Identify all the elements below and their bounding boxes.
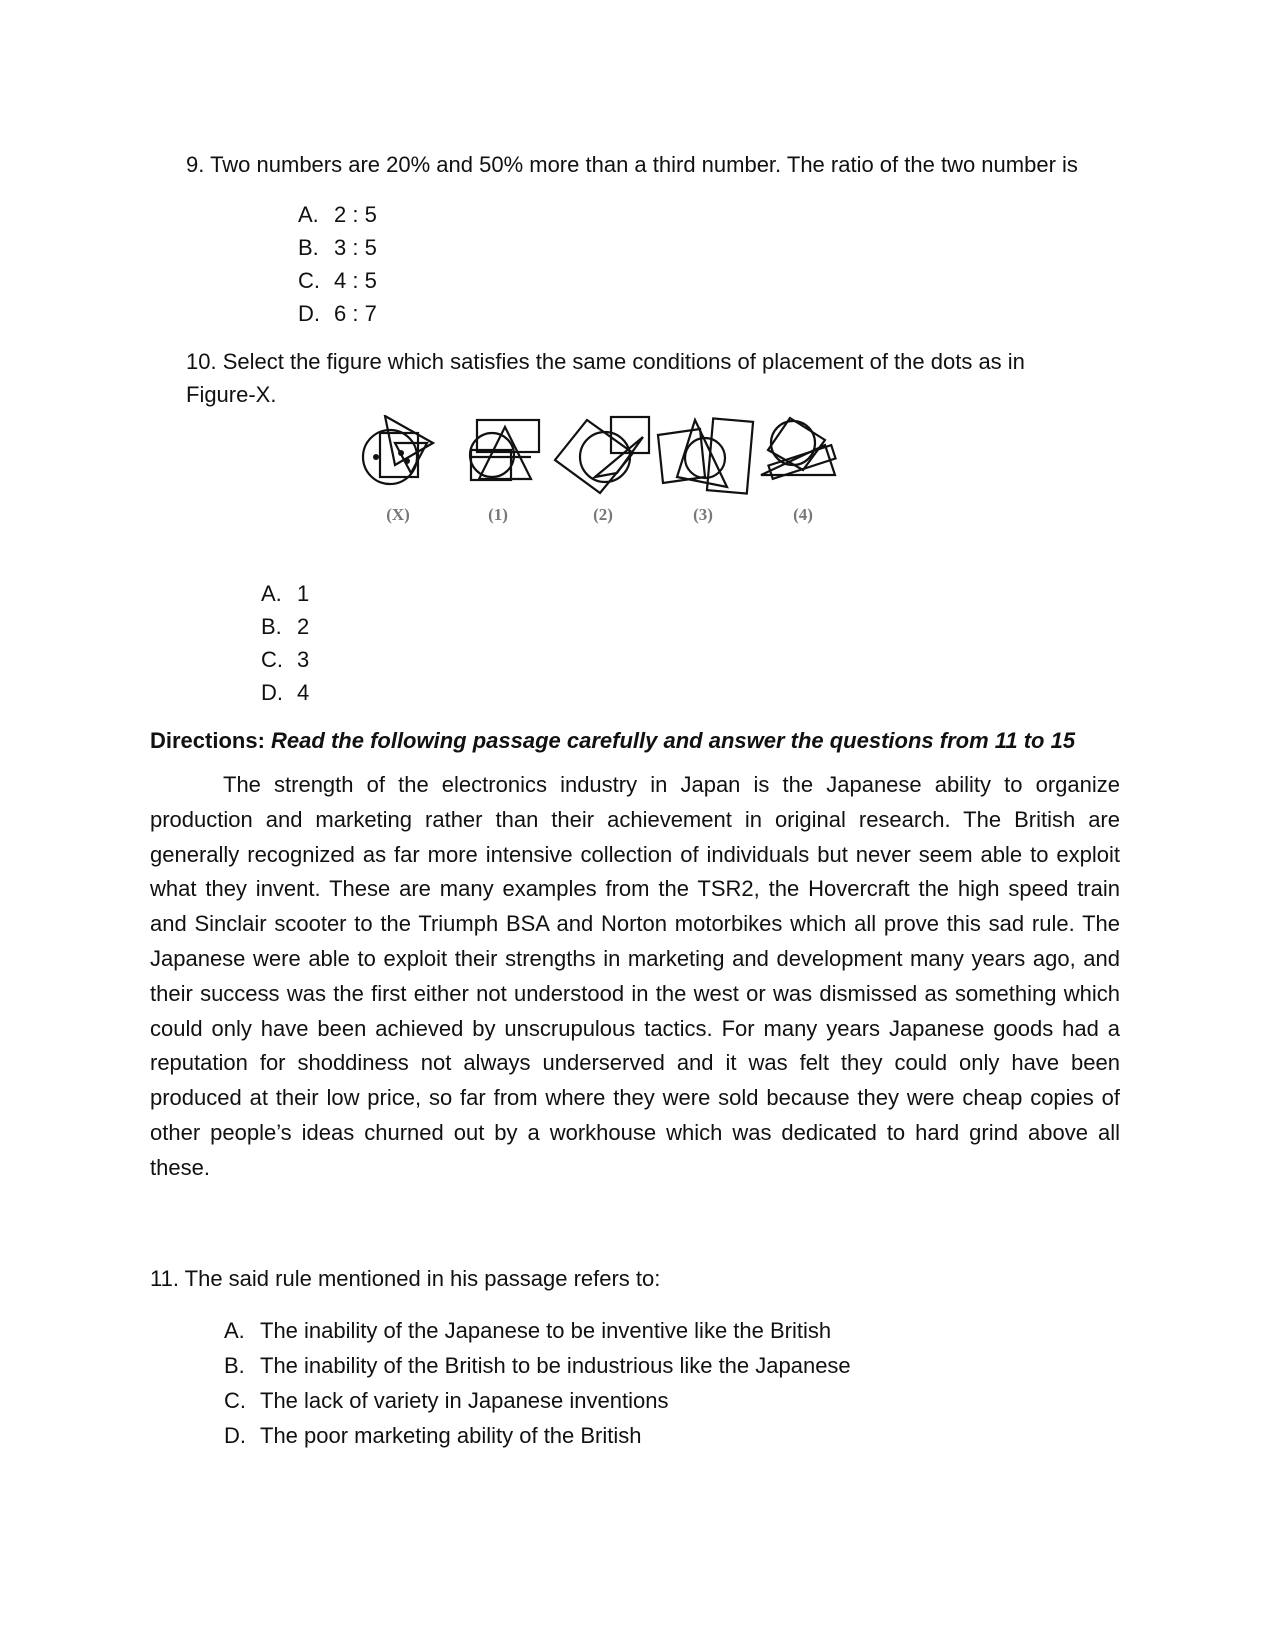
reading-passage: The strength of the electronics industry in Japan is the Japanese ability to organize production and marketing rather than their achievement in original research. The British are generally recognized as far more intensive collection of individuals but never seem able to exploit what they invent. These are many examples from the TSR2, the Hovercraft the high speed train and Sinclair scooter to the Triumph BSA and Norton motorbikes which all prove this sad rule. The Japanese were able to exploit their strengths in marketing and development many years ago, and their success was the first either not understood in the west or was dismissed as something which could only have been achieved by unscrupulous tactics. For many years Japanese goods had a reputation for shoddiness not always underserved and it was felt they could only have been produced at their low price, so far from where they were sold because they were cheap copies of other people’s ideas churned out by a workhouse which was dedicated to hard grind above all these.: [150, 772, 1120, 1180]
question-11-text: 11. The said rule mentioned in his passage refers to:: [150, 1266, 661, 1291]
option-a: [261, 577, 309, 610]
option-d: [298, 297, 377, 330]
option-letter: C.: [298, 268, 320, 293]
option-c: [224, 1383, 851, 1418]
figure-1: [470, 420, 539, 480]
option-text: The lack of variety in Japanese inventions: [260, 1388, 669, 1413]
option-text: 3: [297, 647, 310, 672]
option-text: 4: [297, 680, 310, 705]
figure-2: [555, 417, 649, 493]
option-b: [224, 1348, 851, 1383]
option-a: [224, 1313, 851, 1348]
option-a: [298, 198, 377, 231]
option-letter: B.: [261, 614, 282, 639]
option-text: 2: [297, 614, 310, 639]
question-10-text: 10. Select the figure which satisfies the same conditions of placement of the dots as in Figure-X.: [186, 349, 1025, 407]
option-text: 2 : 5: [334, 202, 377, 227]
question-10-options: [261, 577, 309, 709]
option-letter: B.: [298, 235, 319, 260]
figure-label-x: (X): [386, 505, 410, 524]
option-text: 3 : 5: [334, 235, 377, 260]
dot-placement-figures: [355, 415, 875, 535]
option-letter: A.: [298, 202, 319, 227]
figure-3: [658, 418, 753, 493]
question-9-options: [298, 198, 377, 330]
option-b: [298, 231, 377, 264]
directions-text: Read the following passage carefully and answer the questions from 11 to 15: [271, 728, 1076, 753]
figure-label-2: (2): [593, 505, 613, 524]
option-text: The inability of the Japanese to be inventive like the British: [260, 1318, 832, 1343]
figure-label-4: (4): [793, 505, 813, 524]
question-9-text: 9. Two numbers are 20% and 50% more than a third number. The ratio of the two number is: [186, 152, 1078, 177]
option-text: 1: [297, 581, 310, 606]
option-b: [261, 610, 309, 643]
option-c: [298, 264, 377, 297]
option-letter: D.: [261, 680, 283, 705]
option-letter: D.: [298, 301, 320, 326]
option-d: [224, 1418, 851, 1453]
figure-label-1: (1): [488, 505, 508, 524]
option-text: 4 : 5: [334, 268, 377, 293]
question-11-options: [224, 1313, 851, 1453]
figure-x: [363, 416, 433, 484]
directions: [150, 724, 1075, 757]
option-letter: D.: [224, 1423, 246, 1448]
option-letter: A.: [261, 581, 282, 606]
option-letter: A.: [224, 1318, 245, 1343]
option-d: [261, 676, 309, 709]
option-letter: C.: [224, 1388, 246, 1413]
option-text: The poor marketing ability of the British: [260, 1423, 642, 1448]
figure-label-3: (3): [693, 505, 713, 524]
option-letter: C.: [261, 647, 283, 672]
option-letter: B.: [224, 1353, 245, 1378]
figure-4: [761, 418, 836, 479]
directions-label: Directions:: [150, 728, 265, 753]
option-c: [261, 643, 309, 676]
option-text: The inability of the British to be industrious like the Japanese: [260, 1353, 851, 1378]
option-text: 6 : 7: [334, 301, 377, 326]
